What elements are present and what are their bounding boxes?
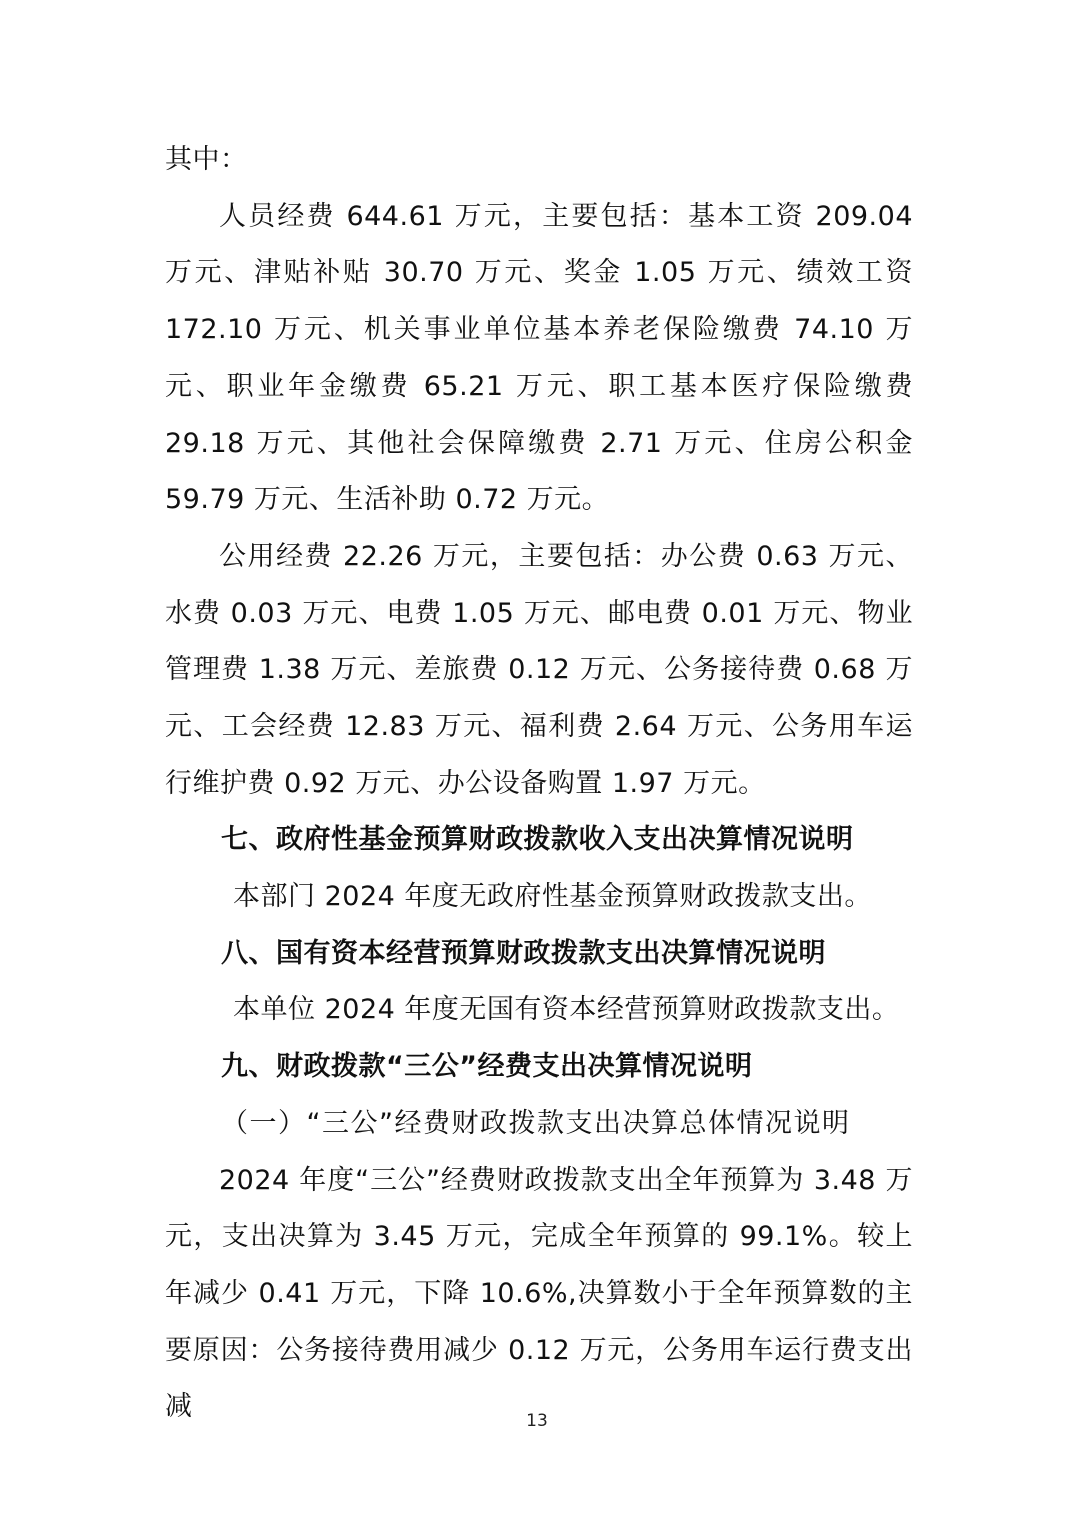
document-body bbox=[165, 132, 913, 1436]
section-9-body: 2024 年度“三公”经费财政拨款支出全年预算为 3.48 万元，支出决算为 3.45 万元，完成全年预算的 99.1%。较上年减少 0.41 万元，下降 10.6%,决算数小于全年预算数的主要原因：公务接待费用减少 0.12 万元，公务用车运行费支出减 bbox=[165, 1164, 913, 1423]
section-7-body: 本部门 2024 年度无政府性基金预算财政拨款支出。 bbox=[233, 881, 872, 913]
intro-text: 其中： bbox=[165, 144, 248, 175]
public-expenses-paragraph: 公用经费 22.26 万元，主要包括：办公费 0.63 万元、水费 0.03 万元、电费 1.05 万元、邮电费 0.01 万元、物业管理费 1.38 万元、差旅费 0.12 万元、公务接待费 0.68 万元、工会经费 12.83 万元、福利费 2.64 万元、公务用车运行维护费 0.92 万元、办公设备购置 1.97 万元。 bbox=[165, 540, 913, 799]
section-8-body: 本单位 2024 年度无国有资本经营预算财政拨款支出。 bbox=[233, 994, 900, 1026]
section-9-subheading: （一）“三公”经费财政拨款支出决算总体情况说明 bbox=[221, 1107, 851, 1139]
section-7-heading: 七、政府性基金预算财政拨款收入支出决算情况说明 bbox=[221, 824, 854, 856]
section-8-heading: 八、国有资本经营预算财政拨款支出决算情况说明 bbox=[221, 937, 826, 969]
page-number: 13 bbox=[526, 1411, 548, 1431]
section-9-heading: 九、财政拨款“三公”经费支出决算情况说明 bbox=[221, 1051, 753, 1083]
personnel-expenses-paragraph: 人员经费 644.61 万元，主要包括：基本工资 209.04 万元、津贴补贴 30.70 万元、奖金 1.05 万元、绩效工资 172.10 万元、机关事业单位基本养老保险缴费 74.10 万元、职业年金缴费 65.21 万元、职工基本医疗保险缴费 29.18 万元、其他社会保障缴费 2.71 万元、住房公积金 59.79 万元、生活补助 0.72 万元。 bbox=[165, 200, 913, 516]
